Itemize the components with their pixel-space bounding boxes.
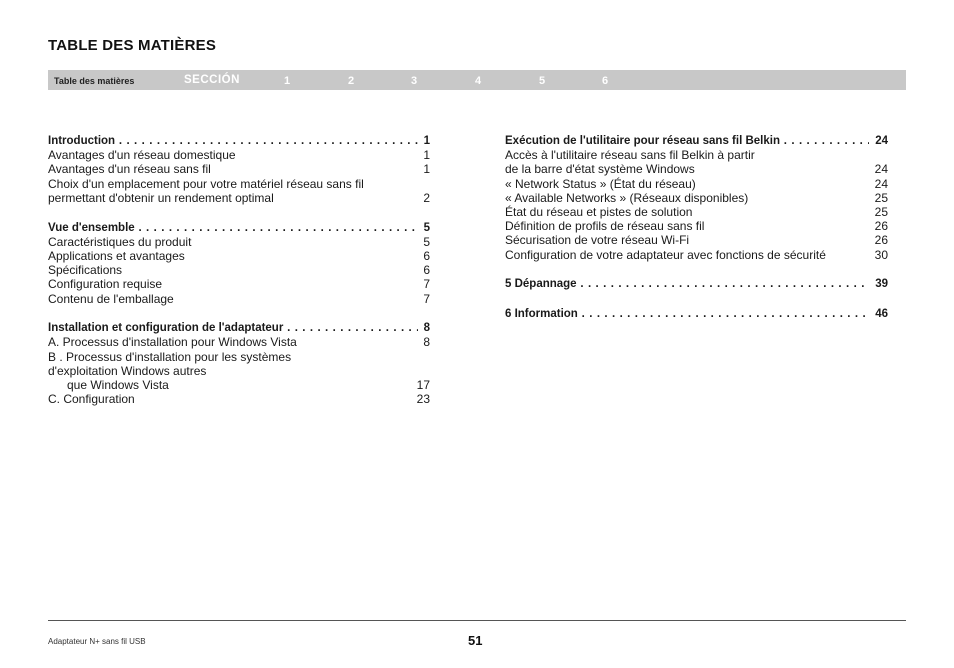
nav-section-2[interactable]: 2 (348, 75, 355, 87)
toc-heading-vue-ensemble[interactable]: Vue d'ensemble . . . 5 (48, 221, 430, 235)
toc-entry[interactable]: permettant d'obtenir un rendement optimal 2 (48, 190, 430, 205)
toc-entry[interactable]: « Available Networks » (Réseaux disponibles) 25 (505, 190, 888, 205)
nav-section-1[interactable]: 1 (284, 75, 291, 87)
toc-entry[interactable]: Contenu de l'emballage 7 (48, 291, 430, 306)
footer-page-number: 51 (468, 633, 483, 648)
toc-entry[interactable]: que Windows Vista 17 (67, 378, 430, 393)
toc-entry[interactable]: C. Configuration 23 (48, 392, 430, 407)
toc-heading-information[interactable]: 6 Information . . . 46 (505, 307, 888, 321)
nav-toc-link[interactable]: Table des matières (54, 76, 135, 86)
toc-entry[interactable]: « Network Status » (État du réseau) 24 (505, 176, 888, 191)
toc-entry[interactable]: Caractéristiques du produit 5 (48, 234, 430, 249)
toc-right-column (505, 134, 888, 321)
page-title: TABLE DES MATIÈRES (48, 37, 217, 54)
toc-entry[interactable]: Configuration requise 7 (48, 277, 430, 292)
toc-entry[interactable]: État du réseau et pistes de solution 25 (505, 205, 888, 220)
toc-heading-utilitaire[interactable]: Exécution de l'utilitaire pour réseau sans fil Belkin . . . 24 (505, 134, 888, 148)
toc-entry[interactable]: Spécifications 6 (48, 263, 430, 278)
toc-entry[interactable]: Sécurisation de votre réseau Wi-Fi 26 (505, 233, 888, 248)
nav-section-label: SECCIÓN (184, 74, 240, 86)
toc-entry-line[interactable]: Accès à l'utilitaire réseau sans fil Belkin à partir (505, 148, 755, 163)
nav-section-3[interactable]: 3 (411, 75, 418, 87)
nav-section-5[interactable]: 5 (539, 75, 546, 87)
toc-heading-installation[interactable]: Installation et configuration de l'adaptateur . . . 8 (48, 321, 430, 335)
toc-entry-line[interactable]: B . Processus d'installation pour les systèmes (48, 349, 292, 364)
section-nav-bar (48, 70, 906, 90)
toc-entry[interactable]: Définition de profils de réseau sans fil 26 (505, 219, 888, 234)
toc-entry[interactable]: Avantages d'un réseau sans fil 1 (48, 162, 430, 177)
toc-entry[interactable]: Configuration de votre adaptateur avec fonctions de sécurité 30 (505, 247, 888, 262)
toc-entry[interactable]: de la barre d'état système Windows 24 (505, 162, 888, 177)
toc-heading-introduction[interactable]: Introduction . . . 1 (48, 134, 430, 148)
footer-divider (48, 620, 906, 621)
toc-entry[interactable]: Avantages d'un réseau domestique 1 (48, 148, 430, 163)
footer-product-name: Adaptateur N+ sans fil USB (48, 637, 146, 646)
nav-section-6[interactable]: 6 (602, 75, 609, 87)
toc-entry-line[interactable]: Choix d'un emplacement pour votre matériel réseau sans fil (48, 176, 364, 191)
toc-heading-depannage[interactable]: 5 Dépannage . . . 39 (505, 277, 888, 291)
nav-section-4[interactable]: 4 (475, 75, 482, 87)
toc-entry[interactable]: Applications et avantages 6 (48, 248, 430, 263)
toc-left-column (48, 134, 430, 406)
toc-entry-line[interactable]: d'exploitation Windows autres (48, 363, 207, 378)
toc-entry[interactable]: A. Processus d'installation pour Windows Vista 8 (48, 335, 430, 350)
